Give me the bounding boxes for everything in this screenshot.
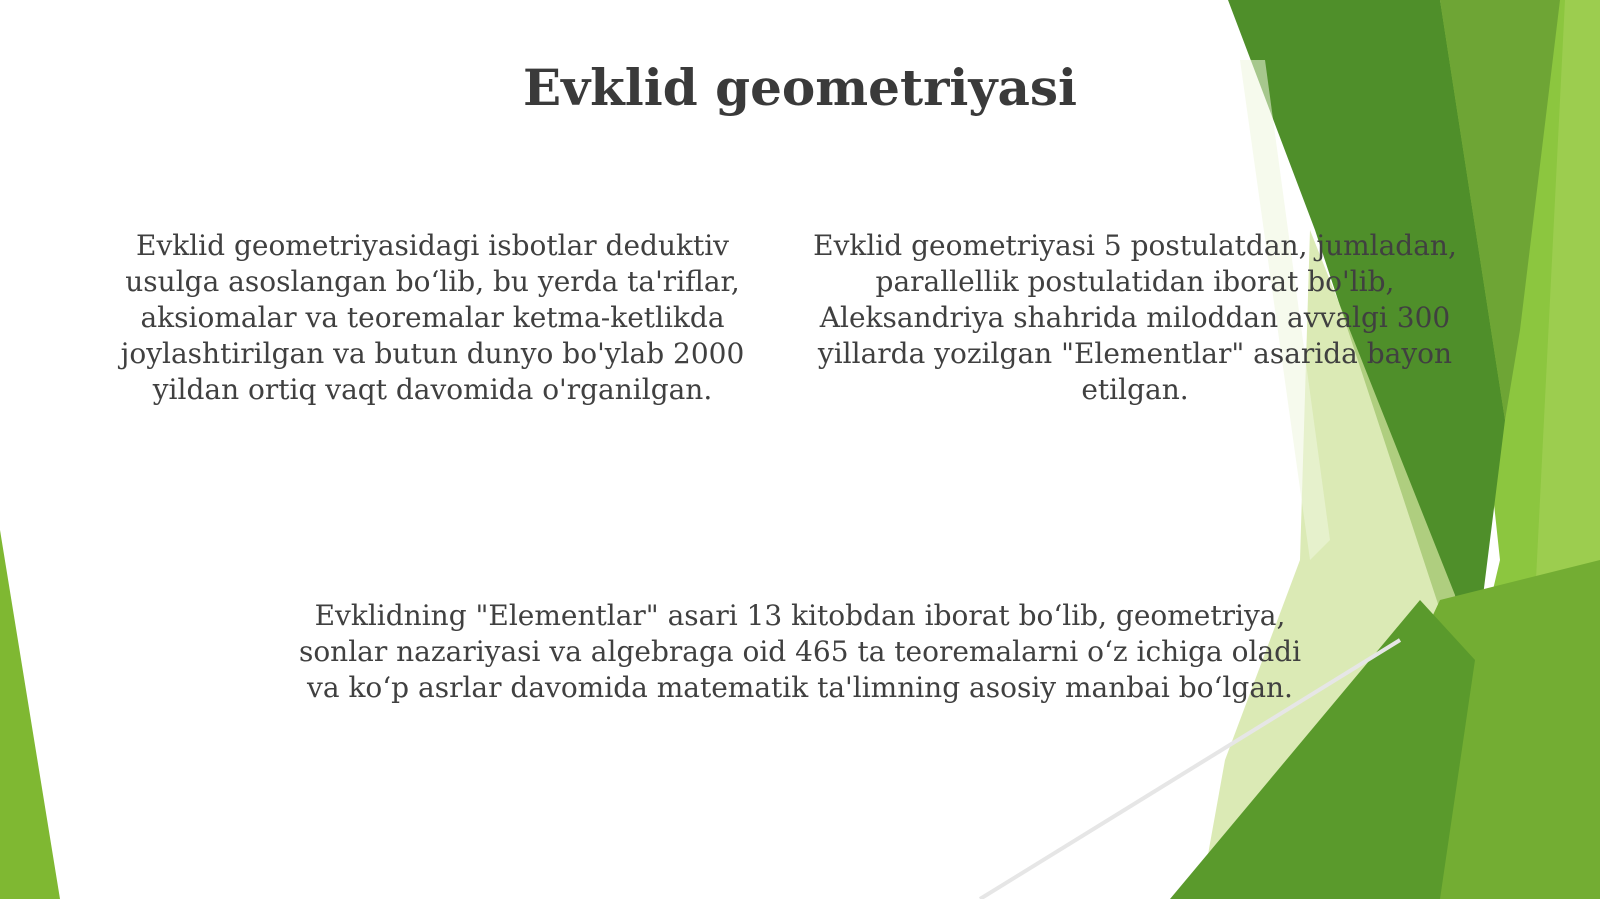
left-green-wedge xyxy=(0,530,60,899)
paragraph-bottom: Evklidning "Elementlar" asari 13 kitobdan iborat bo‘lib, geometriya, sonlar nazariyasi va algebraga oid 465 ta teoremalarni o‘z ichiga oladi va ko‘p asrlar davomida matematik ta'limning asosiy manbai bo‘lgan. xyxy=(298,599,1302,704)
paragraph-right: Evklid geometriyasi 5 postulatdan, jumladan, parallellik postulatidan iborat bo'lib, Aleksandriya shahrida miloddan avvalgi 300 yillarda yozilgan "Elementlar" asarida bayon etilgan. xyxy=(813,229,1457,406)
slide-title: Evklid geometriyasi xyxy=(522,58,1078,117)
paragraph-left: Evklid geometriyasidagi isbotlar deduktiv usulga asoslangan bo‘lib, bu yerda ta'riflar, aksiomalar va teoremalar ketma-ketlikda joylashtirilgan va butun dunyo bo'ylab 2000 yildan ortiq vaqt davomida o'rganilgan. xyxy=(120,229,745,406)
